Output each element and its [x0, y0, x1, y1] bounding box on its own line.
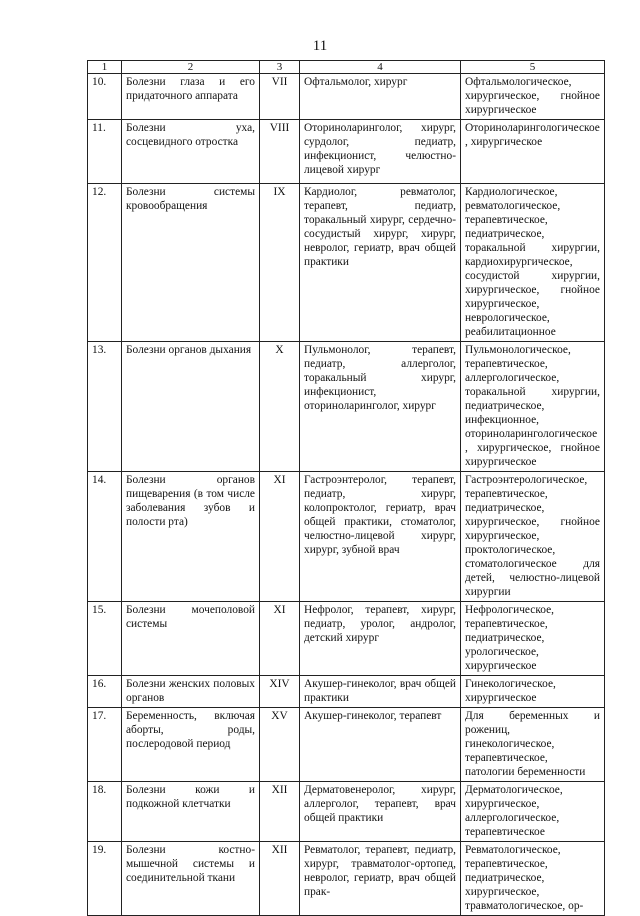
disease-name: Болезни системы кровообращения — [122, 184, 260, 342]
disease-name: Болезни костно-мышечной системы и соединительной ткани — [122, 842, 260, 916]
table-row — [88, 342, 605, 472]
department-profile: Дерматологическое, хирургическое, аллергологическое, терапевтическое — [461, 782, 605, 842]
specialists: Гастроэнтеролог, терапевт, педиатр, хирург, колопроктолог, гериатр, врач общей практики, стоматолог, челюстно-лицевой хирург, хирург, зубной врач — [300, 472, 461, 602]
disease-name: Болезни органов дыхания — [122, 342, 260, 472]
icd-class: XI — [260, 602, 300, 676]
icd-class: IX — [260, 184, 300, 342]
table-row — [88, 676, 605, 708]
row-number: 14. — [88, 472, 122, 602]
department-profile: Гастроэнтерологическое, терапевтическое, педиатрическое, хирургическое, гнойное хирургическое, проктологическое, стоматологическое для детей, челюстно-лицевой хирургии — [461, 472, 605, 602]
specialists: Офтальмолог, хирург — [300, 74, 461, 120]
header-col-3: 3 — [260, 61, 300, 74]
header-col-1: 1 — [88, 61, 122, 74]
classification-table — [87, 60, 605, 916]
row-number: 16. — [88, 676, 122, 708]
icd-class: X — [260, 342, 300, 472]
header-col-4: 4 — [300, 61, 461, 74]
disease-name: Болезни мочеполовой системы — [122, 602, 260, 676]
row-number: 13. — [88, 342, 122, 472]
disease-name: Болезни глаза и его придаточного аппарата — [122, 74, 260, 120]
table-row — [88, 472, 605, 602]
row-number: 11. — [88, 120, 122, 184]
disease-name: Болезни органов пищеварения (в том числе заболевания зубов и полости рта) — [122, 472, 260, 602]
specialists: Акушер-гинеколог, терапевт — [300, 708, 461, 782]
icd-class: XII — [260, 782, 300, 842]
table-row — [88, 842, 605, 916]
disease-name: Болезни уха, сосцевидного отростка — [122, 120, 260, 184]
specialists: Ревматолог, терапевт, педиатр, хирург, травматолог-ортопед, невролог, гериатр, врач общей прак- — [300, 842, 461, 916]
row-number: 17. — [88, 708, 122, 782]
table-row — [88, 74, 605, 120]
row-number: 15. — [88, 602, 122, 676]
department-profile: Для беременных и рожениц, гинекологическое, терапевтическое, патологии беременности — [461, 708, 605, 782]
table-row — [88, 782, 605, 842]
department-profile: Пульмонологическое, терапевтическое, аллергологическое, торакальной хирургии, педиатрическое, инфекционное, оториноларингологическое, хирургическое, гнойное хирургическое — [461, 342, 605, 472]
icd-class: XII — [260, 842, 300, 916]
specialists: Оториноларинголог, хирург, сурдолог, педиатр, инфекционист, челюстно-лицевой хирург — [300, 120, 461, 184]
icd-class: XI — [260, 472, 300, 602]
row-number: 18. — [88, 782, 122, 842]
table-row — [88, 708, 605, 782]
specialists: Нефролог, терапевт, хирург, педиатр, уролог, андролог, детский хирург — [300, 602, 461, 676]
icd-class: XV — [260, 708, 300, 782]
page-number: 11 — [312, 38, 328, 54]
disease-name: Болезни женских половых органов — [122, 676, 260, 708]
row-number: 10. — [88, 74, 122, 120]
specialists: Дерматовенеролог, хирург, аллерголог, терапевт, врач общей практики — [300, 782, 461, 842]
icd-class: XIV — [260, 676, 300, 708]
table-row — [88, 184, 605, 342]
specialists: Пульмонолог, терапевт, педиатр, аллерголог, торакальный хирург, инфекционист, оториноларинголог, хирург — [300, 342, 461, 472]
department-profile: Офтальмологическое, хирургическое, гнойное хирургическое — [461, 74, 605, 120]
table-row — [88, 602, 605, 676]
icd-class: VII — [260, 74, 300, 120]
disease-name: Болезни кожи и подкожной клетчатки — [122, 782, 260, 842]
department-profile: Гинекологическое, хирургическое — [461, 676, 605, 708]
header-row — [88, 61, 605, 74]
department-profile: Нефрологическое, терапевтическое, педиатрическое, урологическое, хирургическое — [461, 602, 605, 676]
disease-name: Беременность, включая аборты, роды, послеродовой период — [122, 708, 260, 782]
row-number: 19. — [88, 842, 122, 916]
icd-class: VIII — [260, 120, 300, 184]
specialists: Кардиолог, ревматолог, терапевт, педиатр, торакальный хирург, сердечно-сосудистый хирург, хирург, невролог, гериатр, врач общей практики — [300, 184, 461, 342]
specialists: Акушер-гинеколог, врач общей практики — [300, 676, 461, 708]
row-number: 12. — [88, 184, 122, 342]
department-profile: Ревматологическое, терапевтическое, педиатрическое, хирургическое, травматологическое, ор- — [461, 842, 605, 916]
header-col-2: 2 — [122, 61, 260, 74]
department-profile: Кардиологическое, ревматологическое, терапевтическое, педиатрическое, торакальной хирургии, кардиохирургическое, сосудистой хирургии, хирургическое, гнойное хирургическое, неврологическое, реабилитационное — [461, 184, 605, 342]
header-col-5: 5 — [461, 61, 605, 74]
table-row — [88, 120, 605, 184]
department-profile: Оториноларингологическое, хирургическое — [461, 120, 605, 184]
